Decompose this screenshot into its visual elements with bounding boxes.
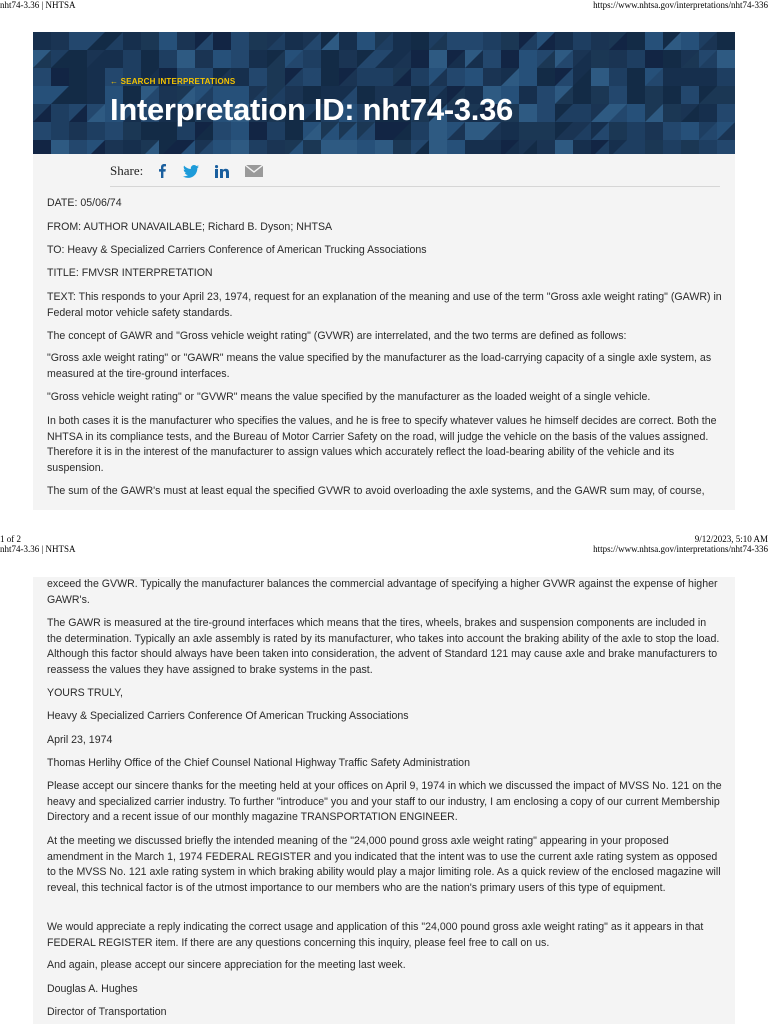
text-paragraph: At the meeting we discussed briefly the intended meaning of the "24,000 pound gross axle weight rating" appearing in your proposed amendment in the March 1, 1974 FEDERAL REGISTER and you indicated that the intent was to use the current axle rating system as opposed to the MVSS No. 121 axle rating system in which braking ability would play a major limiting role. As a quick review of the enclosed magazine will reveal, this technical factor is of the utmost importance to our members who are the nation's primary users of this type of equipment.: [47, 835, 721, 894]
share-label: Share:: [110, 163, 144, 178]
share-divider: [110, 186, 720, 187]
text-paragraph: TEXT: This responds to your April 23, 1974, request for an explanation of the meaning and use of the term "Gross axle weight rating" (GAWR) in Federal motor vehicle safety standards.: [47, 291, 722, 319]
print-header-url: https://www.nhtsa.gov/interpretations/nht74-336: [593, 0, 768, 10]
text-paragraph: Please accept our sincere thanks for the meeting held at your offices on April 9, 1974 in which we discussed the impact of MVSS No. 121 on the heavy and specialized carrier industry. To further "introduce" you and your staff to our industry, I am enclosing a copy of our current Membership Directory and a recent issue of our monthly magazine TRANSPORTATION ENGINEER.: [47, 780, 722, 824]
to-line: TO: Heavy & Specialized Carriers Conference of American Trucking Associations: [47, 244, 427, 256]
signature-title: Director of Transportation: [47, 1006, 167, 1018]
print-footer-page-count: 1 of 2: [0, 534, 21, 544]
text-paragraph: The concept of GAWR and "Gross vehicle weight rating" (GVWR) are interrelated, and the two terms are defined as follows:: [47, 330, 627, 342]
closing-line: YOURS TRULY,: [47, 687, 123, 699]
facebook-icon[interactable]: [157, 164, 167, 178]
text-paragraph: exceed the GVWR. Typically the manufacturer balances the commercial advantage of specifying a higher GVWR against the expense of higher GAWR's.: [47, 578, 718, 606]
share-bar: [110, 162, 279, 180]
text-paragraph: We would appreciate a reply indicating the correct usage and application of this "24,000 pound gross axle weight rating" as it appears in that FEDERAL REGISTER item. If there are any questions concerning this inquiry, please feel free to call on us.: [47, 921, 704, 949]
letter-date: April 23, 1974: [47, 734, 113, 746]
date-line: DATE: 05/06/74: [47, 197, 122, 209]
title-line: TITLE: FMVSR INTERPRETATION: [47, 267, 213, 279]
print-footer-timestamp: 9/12/2023, 5:10 AM: [694, 534, 768, 544]
signature-name: Douglas A. Hughes: [47, 983, 138, 995]
twitter-icon[interactable]: [183, 165, 199, 178]
print-header-url-page2: https://www.nhtsa.gov/interpretations/nht74-336: [593, 544, 768, 554]
page-banner: [33, 32, 735, 154]
organization-line: Heavy & Specialized Carriers Conference Of American Trucking Associations: [47, 710, 409, 722]
text-paragraph: In both cases it is the manufacturer who specifies the values, and he is free to specify whatever values he himself decides are correct. Both the NHTSA in its compliance tests, and the Bureau of Motor Carrier Safety on the road, will judge the vehicle on the basis of the values assigned. Therefore it is in the interest of the manufacturer to assign values which accurately reflect the load-bearing ability of the vehicle and its suspension.: [47, 415, 717, 474]
text-paragraph: The GAWR is measured at the tire-ground interfaces which means that the tires, wheels, brakes and suspension components are included in the determination. Typically an axle assembly is rated by its manufacturer, who takes into account the braking ability of the axle to stop the load. Although this factor should always have been taken into consideration, the advent of Standard 121 may cause axle and brake manufacturers to reassess the values they have assigned to brake systems in the past.: [47, 617, 720, 676]
linkedin-icon[interactable]: [215, 165, 229, 178]
from-line: FROM: AUTHOR UNAVAILABLE; Richard B. Dyson; NHTSA: [47, 221, 333, 233]
print-header-title-page2: nht74-3.36 | NHTSA: [0, 544, 76, 554]
page-title: Interpretation ID: nht74-3.36: [110, 92, 513, 127]
recipient-line: Thomas Herlihy Office of the Chief Counsel National Highway Traffic Safety Administration: [47, 757, 470, 769]
print-header-title: nht74-3.36 | NHTSA: [0, 0, 76, 10]
search-interpretations-link[interactable]: ← SEARCH INTERPRETATIONS: [110, 77, 236, 86]
email-icon[interactable]: [245, 165, 263, 177]
text-paragraph: "Gross axle weight rating" or "GAWR" means the value specified by the manufacturer as the load-carrying capacity of a single axle system, as measured at the tire-ground interfaces.: [47, 352, 712, 380]
text-paragraph: And again, please accept our sincere appreciation for the meeting last week.: [47, 959, 406, 971]
text-paragraph: "Gross vehicle weight rating" or "GVWR" means the value specified by the manufacturer as the loaded weight of a single vehicle.: [47, 391, 651, 403]
text-paragraph: The sum of the GAWR's must at least equal the specified GVWR to avoid overloading the axle systems, and the GAWR sum may, of course,: [47, 485, 705, 497]
